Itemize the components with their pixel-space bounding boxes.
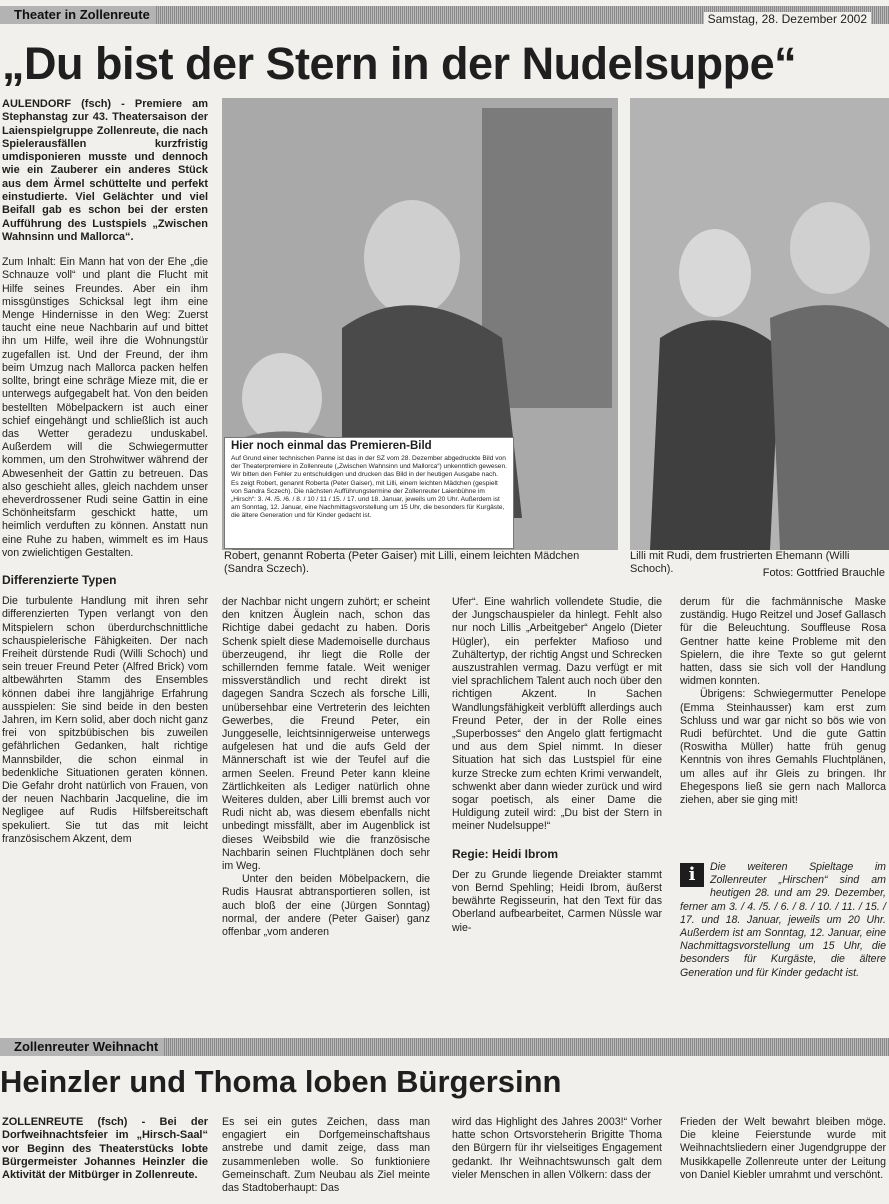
- notice-text: Auf Grund einer technischen Panne ist das in der SZ vom 28. Dezember abgedruckte Bild von der Theaterpremiere in Zollenreute („Zwischen Wahnsinn und Mallorca“) unkenntlich gewesen. Wir bitten den Fehler zu entschuldigen und drucken das Bild in der heutigen Ausgabe nach. Es zeigt Robert, genannt Roberta (Peter Gaiser), mit Lilli, einem leichten Mädchen (gespielt von Sandra Sczech). Die nächsten Aufführungstermine der Zollenreuter Laienbühne im „Hirsch“: 3. /4. /5. /6. / 8. / 10 / 11 / 15. / 17. und 18. Januar, jeweils um 20 Uhr. Außerdem ist am Sonntag, 12. Januar, eine Nachmittagsvorstellung um 15 Uhr, die besonders für Kurgäste, die ältere Generation und für Kinder gedacht ist.: [231, 455, 507, 520]
- article2-column-3: wird das Highlight des Jahres 2003!“ Vorher hatte schon Ortsvorsteherin Brigitte Thoma den Bürgern für ihr vielseitiges Engagement gedankt. Ihr Weihnachtswunsch galt dem vieler Menschen in allen Völkern: dass der: [452, 1116, 662, 1181]
- body-paragraph: Unter den beiden Möbelpackern, die Rudis Hausrat abtransportieren sollen, ist auch bloß der eine (Jürgen Sonntag) normal, der andere (Peter Gaiser) ganz offenbar „vom anderen: [222, 873, 430, 939]
- headline: „Du bist der Stern in der Nudelsuppe“: [2, 38, 797, 89]
- correction-notice-box: [224, 437, 514, 549]
- body-paragraph: Die turbulente Handlung mit ihren sehr differenzierten Typen verlangt von den Mitspielern schon überdurchschnittliche schauspielerische Fähigkeiten. Der nach Freiheit dürstende Rudi (Willi Schoch) und sein treuer Freund Peter (Alfred Brick) vom altbewährten Stamm des Ensembles können dabei ihre langjährige Erfahrung ausspielen: Sie sind beide in den besten Jahren, im Kern solid, aber doch nicht ganz frei von spitzbübischen bis zuweilen gefährlichen Gedanken, halt richtige Mannsbilder, die schon einmal in bedenkliche Situationen geraten können. Die Gefahr droht natürlich von Frauen, von der neuen Nachbarin Jacqueline, die im Negligee auf Rudis Hilfsbereitschaft spekuliert. Sie tut das mit leicht französischem Akzent, dem: [2, 595, 208, 845]
- section-header-bar-2: [0, 1038, 889, 1056]
- info-icon: i: [680, 863, 704, 887]
- article2-column-1: ZOLLENREUTE (fsch) - Bei der Dorfweihnachtsfeier im „Hirsch-Saal“ vor Beginn des Theaterstücks lobte Bürgermeister Johannes Heinzler die Aktivität der Mitbürger in Zollenreute.: [2, 1116, 208, 1182]
- rudi-lilli-photo: [630, 98, 889, 550]
- subheading-regie: Regie: Heidi Ibrom: [452, 846, 559, 861]
- lead-paragraph: AULENDORF (fsch) - Premiere am Stephanstag zur 43. Theatersaison der Laienspielgruppe Zollenreute, die nach Spielerausfällen kurzfristig umdisponieren musste und dennoch wie ein Zauberer ein anderes Stück aus dem Ärmel schüttelte und perfekt einstudierte. Viel Gelächter und viel Beifall gab es schon bei der ersten Aufführung des Lustspiels „Zwischen Wahnsinn und Mallorca“.: [2, 98, 208, 243]
- issue-date: Samstag, 28. Dezember 2002: [704, 12, 871, 26]
- article2-column-4: Frieden der Welt bewahrt bleiben möge. Die kleine Feierstunde wurde mit Weihnachtsliedern einer Jugendgruppe der Musikkapelle Zollenreute unter der Leitung von Daniel Kiebler umrahmt und verschönt.: [680, 1116, 886, 1181]
- article-column-3: [452, 596, 662, 1016]
- photo-scene: [630, 98, 889, 550]
- article-column-4: [680, 596, 886, 858]
- infobox-text: Die weiteren Spieltage im Zollenreuter „Hirschen“ sind am heutigen 28. und am 29. Dezember, ferner am 3. / 4. /5. / 6. / 8. / 10. / 11. / 15. / 17. und 18. Januar, jeweils um 20 Uhr. Außerdem ist am Sonntag, 12. Januar, eine Nachmittagsvorstellung um 15 Uhr, die besonders für Kurgäste, die ältere Generation und für Kinder gedacht ist.: [680, 861, 886, 979]
- article-column-2: [222, 596, 430, 1016]
- body-paragraph: Ufer“. Eine wahrlich vollendete Studie, die der Jungschauspieler da hinlegt. Fehlt also nur noch Lillis „Arbeitgeber“ Angelo (Dieter Hügler), ein perfekter Mafioso und Zuhältertyp, der richtig Angst und Schrecken auszustrahlen vermag. Dazu verfügt er mit viel sprachlichem Talent auch noch über den richtigen Akzent. In Sachen Wandlungsfähigkeit verblüfft allerdings auch Freund Peter, der in der Rolle eines „Superbosses“ den Angelo glatt fertigmacht und aus dem Spiel nimmt. In dieser Situation hat sich das Lustspiel für eine kurze Strecke zum echten Krimi verwandelt, schwenkt aber dann wieder zurück und wird sogar poetisch, als einer Dame die Huldigung zuteil wird: „Du bist der Stern in meiner Nudelsuppe!“: [452, 596, 662, 833]
- article-column-1: [2, 98, 208, 1016]
- body-paragraph: Zum Inhalt: Ein Mann hat von der Ehe „die Schnauze voll“ und plant die Flucht mit Hilfe seines Freundes. Aber ein ihm missgünstiges Schicksal legt ihm eine Menge Hindernisse in den Weg: Zuerst taucht eine neue Nachbarin auf und bittet ihn um Hilfe, weil ihre die Wohnungstür zugefallen ist. Und der Freund, der ihm beim Umzug nach Mallorca packen helfen sollte, bringt eine schräge Mieze mit, die er unterwegs aufgegabelt hat. Von den beiden bestellten Möbelpackern ist auch einer schief eingehängt und schließlich ist auch das Wetter geradezu unduskabel. Außerdem will die Schwiegermutter kommen, um den Strohwitwer während der Abwesenheit der Gattin zu betreuen. Das also geschieht alles, gleich nachdem unser eheverdrossener Rudi seine Gattin in eine Schönheitsfarm geschickt hatte, um heimlich verduften zu können. Anstatt nun eine Ruhe zu haben, wimmelt es im Haus von zwielichtigen Gestalten.: [2, 256, 208, 559]
- caption-right: Lilli mit Rudi, dem frustrierten Ehemann (Willi Schoch).: [630, 550, 850, 575]
- subheading-differenzierte-typen: Differenzierte Typen: [2, 572, 117, 587]
- body-paragraph: Der zu Grunde liegende Dreiakter stammt von Bernd Spehling; Heidi Ibrom, äußerst bewährte Regisseurin, hat den Text für das Oberland aufbearbeitet, Carmen Nüssle war wie-: [452, 868, 662, 934]
- section-label-2: Zollenreuter Weihnacht: [0, 1038, 164, 1056]
- photo-credit: Fotos: Gottfried Brauchle: [762, 567, 885, 579]
- article2-column-2: Es sei ein gutes Zeichen, dass man engagiert ein Dorfgemeinschaftshaus anstrebe und damit zeige, dass man zusammenleben wolle. So funktioniere Gemeinschaft. Zum Neubau als Ziel meinte das Stadtoberhaupt: Das: [222, 1116, 430, 1195]
- caption-left: Robert, genannt Roberta (Peter Gaiser) mit Lilli, einem leichten Mädchen (Sandra Sczech).: [224, 550, 580, 575]
- body-paragraph: der Nachbar nicht ungern zuhört; er scheint den knitzen Äuglein nach, schon das Richtige dabei gedacht zu haben. Doris Schenk spielt diese Mademoiselle durchaus überzeugend, ihr liegt die Rolle der schillernden femme fatale. Weit weniger missverständlich und recht direkt ist dagegen Sandra Sczech als forsche Lilli, unübersehbar eine Vertreterin des leichten Gewerbes, die Freund Peter, ein Junggeselle, leichtsinnigerweise unterwegs aufgelesen hat und die aufs Geld der Männerschaft ist wie der Teufel auf die armen Seelen. Freund Peter kann kleine Zärtlichkeiten als Lediger natürlich ohne Weiteres dulden, aber Lilli bremst auch vor Rudi nicht ab, was diesem ebenfalls nicht unbedingt missfällt, aber im Augenblick ist dieses Weibsbild wie die französische Nachbarin seinen Fluchtplänen doch sehr im Weg.: [222, 596, 430, 873]
- performance-dates-infobox: [680, 861, 886, 980]
- headline-2: Heinzler und Thoma loben Bürgersinn: [0, 1064, 562, 1099]
- body-paragraph: Übrigens: Schwiegermutter Penelope (Emma Steinhausser) kam erst zum Schluss und war gar nicht so bös wie von Rudi befürchtet. Und die gute Gattin (Roswitha Müller) hatte früh genug Kenntnis von ihres Gemahls Fluchtplänen, um alles auf ihr Gleis zu bringen. Ihr Ehegespons ließ sie gern nach Mallorca ziehen, aber sie ging mit!: [680, 688, 886, 807]
- section-label: Theater in Zollenreute: [0, 6, 156, 24]
- notice-title: Hier noch einmal das Premieren-Bild: [231, 440, 432, 452]
- body-paragraph: derum für die fachmännische Maske zuständig. Hugo Reitzel und Josef Gallasch für die Beleuchtung. Souffleuse Rosa Gentner hatte keine Probleme mit den Spielern, die ihre Texte so gut gelernt hatten, dass sie sich voll der Handlung widmen konnten.: [680, 596, 886, 688]
